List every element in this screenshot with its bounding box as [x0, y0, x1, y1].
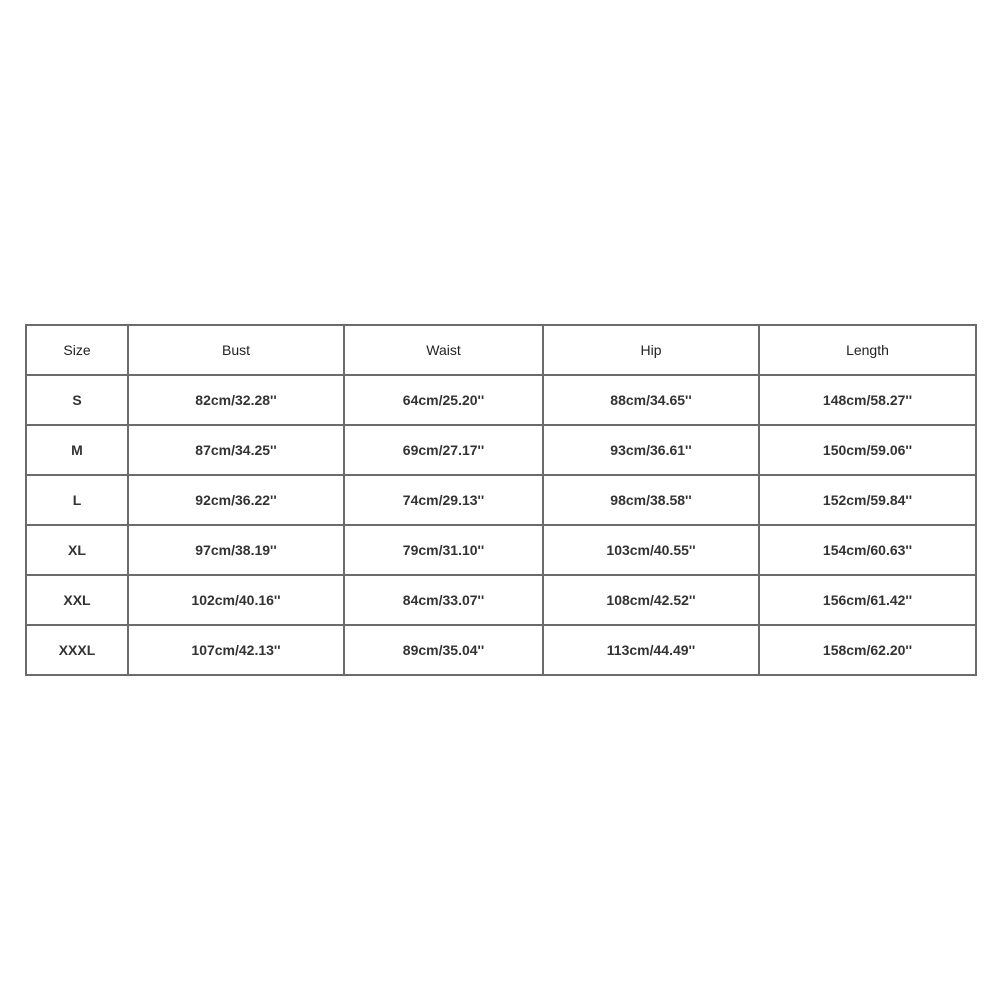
cell-length: 154cm/60.63'' [759, 525, 976, 575]
cell-bust: 97cm/38.19'' [128, 525, 344, 575]
cell-size: L [26, 475, 128, 525]
table-row [26, 475, 976, 525]
cell-size: S [26, 375, 128, 425]
header-waist: Waist [344, 325, 543, 375]
table-row [26, 525, 976, 575]
cell-bust: 102cm/40.16'' [128, 575, 344, 625]
cell-hip: 93cm/36.61'' [543, 425, 759, 475]
cell-waist: 69cm/27.17'' [344, 425, 543, 475]
cell-bust: 92cm/36.22'' [128, 475, 344, 525]
cell-hip: 88cm/34.65'' [543, 375, 759, 425]
cell-waist: 74cm/29.13'' [344, 475, 543, 525]
table-row [26, 425, 976, 475]
cell-bust: 107cm/42.13'' [128, 625, 344, 675]
cell-length: 152cm/59.84'' [759, 475, 976, 525]
cell-length: 156cm/61.42'' [759, 575, 976, 625]
header-size: Size [26, 325, 128, 375]
cell-hip: 103cm/40.55'' [543, 525, 759, 575]
header-hip: Hip [543, 325, 759, 375]
table-row [26, 575, 976, 625]
cell-hip: 98cm/38.58'' [543, 475, 759, 525]
header-bust: Bust [128, 325, 344, 375]
header-length: Length [759, 325, 976, 375]
cell-length: 158cm/62.20'' [759, 625, 976, 675]
table-row [26, 625, 976, 675]
cell-bust: 82cm/32.28'' [128, 375, 344, 425]
cell-waist: 89cm/35.04'' [344, 625, 543, 675]
cell-waist: 79cm/31.10'' [344, 525, 543, 575]
cell-size: M [26, 425, 128, 475]
cell-size: XXXL [26, 625, 128, 675]
cell-hip: 113cm/44.49'' [543, 625, 759, 675]
cell-size: XXL [26, 575, 128, 625]
cell-length: 150cm/59.06'' [759, 425, 976, 475]
cell-bust: 87cm/34.25'' [128, 425, 344, 475]
table-header-row [26, 325, 976, 375]
size-chart-table [25, 324, 977, 676]
cell-hip: 108cm/42.52'' [543, 575, 759, 625]
cell-waist: 84cm/33.07'' [344, 575, 543, 625]
cell-waist: 64cm/25.20'' [344, 375, 543, 425]
cell-size: XL [26, 525, 128, 575]
table-row [26, 375, 976, 425]
cell-length: 148cm/58.27'' [759, 375, 976, 425]
